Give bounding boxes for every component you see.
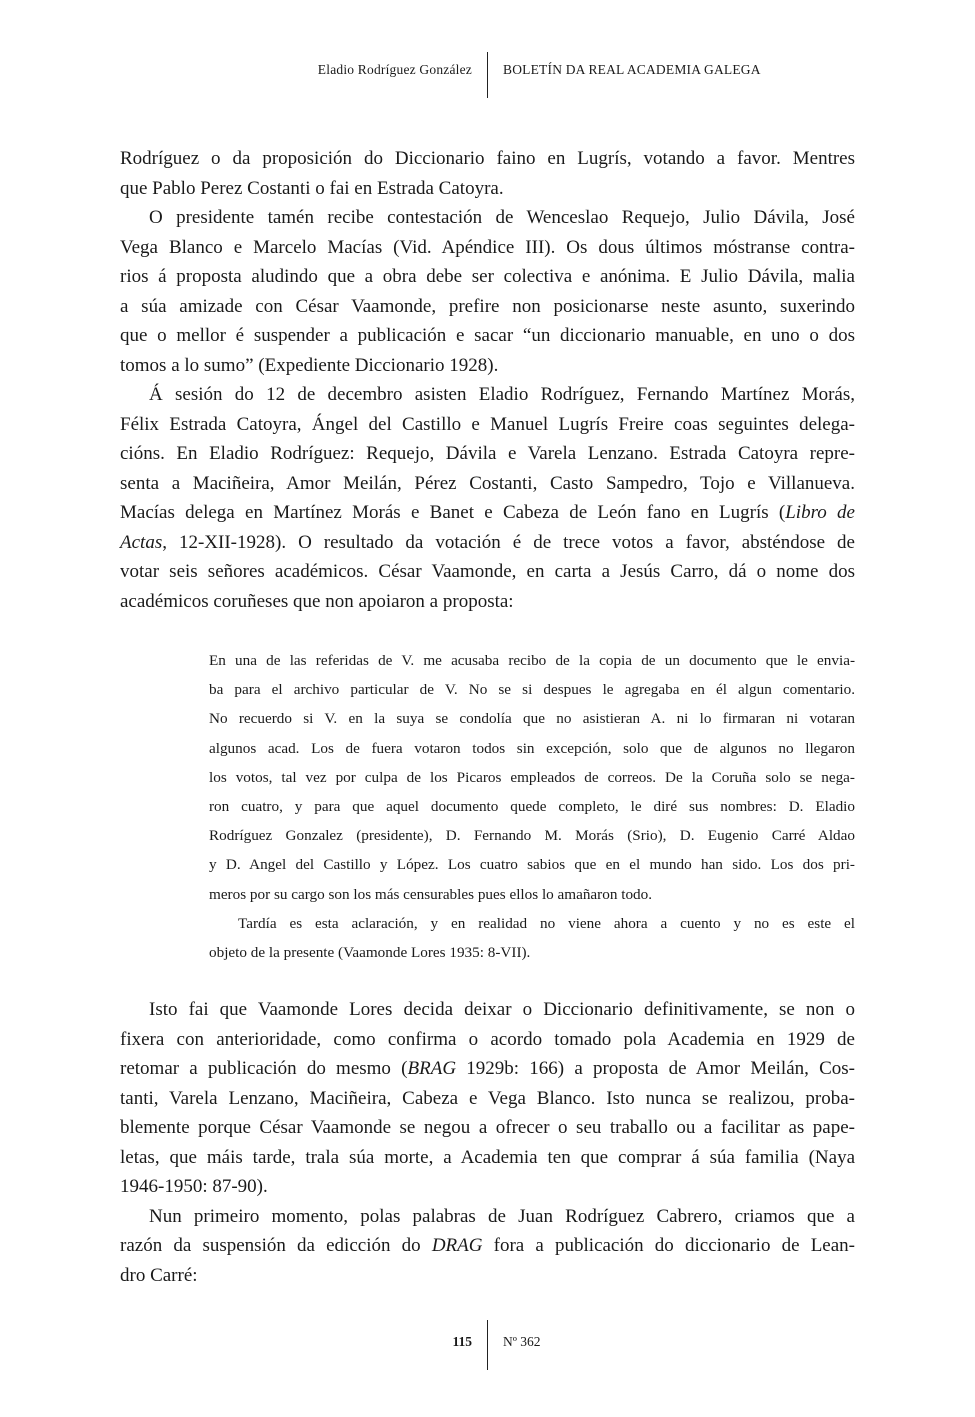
text-segment: que o mellor é suspender a publicación e sacar “un diccionario manuable, en uno o dos xyxy=(120,325,855,346)
text-segment: Félix Estrada Catoyra, Ángel del Castillo e Manuel Lugrís Freire coas seguintes delega- xyxy=(120,413,855,435)
text-segment: los votos, tal vez por culpa de los Picaros empleados de correos. De la Coruña solo se nega- xyxy=(209,768,855,786)
text-line xyxy=(209,880,855,909)
text-line xyxy=(120,1172,855,1202)
text-line xyxy=(120,1054,855,1084)
text-line xyxy=(209,734,855,763)
text-segment: a súa amizade con César Vaamonde, prefire non posicionarse neste asunto, suxerindo xyxy=(120,295,855,317)
text-segment: O presidente tamén recibe contestación de Wenceslao Requejo, Julio Dávila, José xyxy=(149,207,855,228)
text-line xyxy=(120,587,855,617)
quote-paragraph xyxy=(209,909,855,967)
text-segment: votar seis señores académicos. César Vaamonde, en carta a Jesús Carro, dá o nome dos xyxy=(120,561,855,582)
text-line xyxy=(120,1143,855,1173)
quote-paragraph xyxy=(209,646,855,909)
italic-text: Libro de xyxy=(785,502,855,523)
text-segment: No recuerdo si V. en la suya se condolía que no asistieran A. ni lo firmaran ni votaran xyxy=(209,710,855,728)
text-line xyxy=(120,174,855,204)
text-segment: objeto de la presente (Vaamonde Lores 1935: 8-VII). xyxy=(209,944,531,962)
text-line xyxy=(120,1202,855,1232)
text-segment: algunos acad. Los de fuera votaron todos sin excepción, solo que de algunos no llegaron xyxy=(209,739,855,757)
text-segment: que Pablo Perez Costanti o fai en Estrada Catoyra. xyxy=(120,177,504,199)
text-segment: fixera con anterioridade, como confirma o acordo tomado pola Academia en 1929 de xyxy=(120,1028,855,1050)
text-line xyxy=(209,821,855,850)
text-line xyxy=(209,850,855,879)
text-line xyxy=(120,995,855,1025)
text-segment: ron cuatro, y para que aquel documento quede completo, le diré sus nombres: D. Eladio xyxy=(209,798,855,816)
text-line xyxy=(209,909,855,938)
text-line xyxy=(120,557,855,587)
text-line xyxy=(209,646,855,675)
italic-text: DRAG xyxy=(431,1235,483,1257)
text-segment: dro Carré: xyxy=(120,1264,198,1286)
paragraph xyxy=(120,995,855,1202)
text-line xyxy=(120,498,855,528)
italic-text: Actas xyxy=(120,531,163,553)
text-segment: tomos a lo sumo” (Expediente Diccionario 1928). xyxy=(120,354,499,376)
text-segment: Rodríguez o da proposición do Diccionario faino en Lugrís, votando a favor. Mentres xyxy=(120,148,855,169)
header-divider xyxy=(487,52,488,98)
text-segment: Vega Blanco e Marcelo Macías (Vid. Apéndice III). Os dous últimos móstranse contra- xyxy=(120,236,855,258)
text-segment: fora a publicación do diccionario de Lean- xyxy=(482,1235,856,1257)
paragraph xyxy=(120,380,855,616)
text-segment: blemente porque César Vaamonde se negou a ofrecer o seu traballo ou a facilitar as pape- xyxy=(120,1117,855,1139)
text-line xyxy=(120,292,855,322)
page-body xyxy=(120,144,855,1290)
running-header-author: Eladio Rodríguez González xyxy=(317,62,472,77)
text-line xyxy=(120,262,855,292)
text-segment: cións. En Eladio Rodríguez: Requejo, Dávila e Varela Lenzano. Estrada Catoyra repre- xyxy=(120,443,855,464)
text-segment: Á sesión do 12 de decembro asisten Eladio Rodríguez, Fernando Martínez Morás, xyxy=(149,384,855,405)
text-line xyxy=(120,1231,855,1261)
text-segment: , 12-XII-1928). O resultado da votación é de trece votos a favor, absténdose de xyxy=(162,531,855,553)
text-line xyxy=(120,380,855,410)
text-line xyxy=(120,439,855,469)
text-line xyxy=(209,792,855,821)
text-line xyxy=(209,704,855,733)
text-segment: Tardía es esta aclaración, y en realidad no viene ahora a cuento y no es este el xyxy=(238,914,855,932)
text-line xyxy=(120,1084,855,1114)
text-segment: y D. Angel del Castillo y López. Los cuatro sabios que en el mundo han sido. Los dos pri- xyxy=(209,856,855,874)
text-segment: razón da suspensión da edicción do xyxy=(120,1235,432,1257)
text-segment: 1929b: 166) a proposta de Amor Meilán, Cos- xyxy=(456,1058,856,1080)
text-line xyxy=(209,938,855,967)
footer-divider xyxy=(487,1320,488,1370)
text-segment: En una de las referidas de V. me acusaba recibo de la copia de un documento que le envia- xyxy=(209,652,855,669)
text-line xyxy=(209,763,855,792)
text-line xyxy=(120,351,855,381)
text-segment: Macías delega en Martínez Morás e Banet e Cabeza de León fano en Lugrís ( xyxy=(120,502,786,523)
text-line xyxy=(120,1261,855,1291)
text-segment: Isto fai que Vaamonde Lores decida deixar o Diccionario definitivamente, se non o xyxy=(149,999,855,1021)
text-segment: rios á proposta aludindo que a obra debe ser colectiva e anónima. E Julio Dávila, malia xyxy=(120,266,855,287)
paragraph xyxy=(120,1202,855,1291)
block-quote xyxy=(209,646,855,967)
text-line xyxy=(120,528,855,558)
text-line xyxy=(120,1025,855,1055)
text-line xyxy=(120,321,855,351)
text-segment: 1946-1950: 87-90). xyxy=(120,1176,268,1198)
text-segment: retomar a publicación do mesmo ( xyxy=(120,1058,408,1080)
text-segment: letas, que máis tarde, trala súa morte, a Academia ten que comprar á súa familia (Naya xyxy=(120,1146,855,1168)
text-segment: meros por su cargo son los más censurables pues ellos lo amañaron todo. xyxy=(209,885,653,903)
paragraph xyxy=(120,144,855,203)
running-header-journal: BOLETÍN DA REAL ACADEMIA GALEGA xyxy=(503,62,761,77)
text-segment: senta a Maciñeira, Amor Meilán, Pérez Costanti, Casto Sampedro, Tojo e Villanueva. xyxy=(120,472,855,494)
text-segment: ba para el archivo particular de V. No se si despues le agregaba en él algun comentario. xyxy=(209,681,855,699)
text-line xyxy=(209,675,855,704)
text-segment: Nun primeiro momento, polas palabras de Juan Rodríguez Cabrero, criamos que a xyxy=(149,1205,855,1227)
paragraph xyxy=(120,203,855,380)
text-segment: Rodríguez Gonzalez (presidente), D. Fernando M. Morás (Srio), D. Eugenio Carré Aldao xyxy=(209,827,855,845)
text-line xyxy=(120,1113,855,1143)
text-segment: académicos coruñeses que non apoiaron a proposta: xyxy=(120,590,514,612)
text-line xyxy=(120,144,855,174)
text-line xyxy=(120,469,855,499)
text-line xyxy=(120,233,855,263)
text-segment: tanti, Varela Lenzano, Maciñeira, Cabeza e Vega Blanco. Isto nunca se realizou, proba- xyxy=(120,1087,855,1109)
page-number: 115 xyxy=(452,1334,472,1349)
italic-text: BRAG xyxy=(407,1058,457,1080)
text-line xyxy=(120,410,855,440)
text-line xyxy=(120,203,855,233)
issue-number: Nº 362 xyxy=(503,1334,541,1349)
